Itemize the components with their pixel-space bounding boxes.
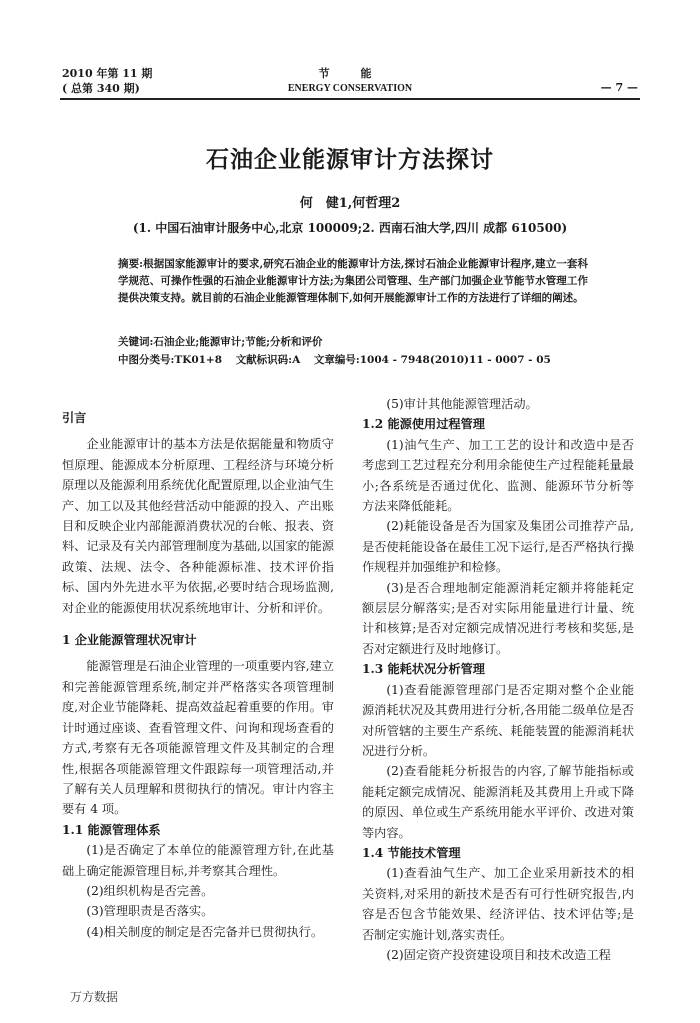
section-1-3-heading: 1.3 能耗状况分析管理 — [362, 662, 485, 677]
article-authors: 何 健1,何哲理2 — [299, 196, 401, 211]
page-number: — 7 — — [600, 81, 638, 94]
list-item: (1)是否确定了本单位的能源管理方针,在此基础上确定能源管理目标,并考察其合理性。 — [62, 843, 334, 878]
source-watermark: 万方数据 — [70, 990, 119, 1004]
header-divider — [60, 98, 640, 100]
issue-line-1: 2010 年第 11 期 — [62, 67, 153, 80]
list-item: (5)审计其他能源管理活动。 — [386, 397, 538, 411]
intro-paragraph: 企业能源审计的基本方法是依据能量和物质守恒原理、能源成本分析原理、工程经济与环境分析原理以及能源利用系统优化配置原理,以企业油气生产、加工以及其他经营活动中能源的投入、产出账目和反映企业内部能源消费状况的台帐、报表、资料、记录及有关内部管理制度为基础,以国家的能源政策、法规、法令、各种能源标准、技术评价指标、国内外先进水平为依据,必要时结合现场监测,对企业的能源使用状况系统地审计、分析和评价。 — [62, 437, 334, 615]
list-item: (2)查看能耗分析报告的内容,了解节能指标或能耗定额完成情况、能源消耗及其费用上升或下降的原因、单位或生产系统用能水平评价、改进对策等内容。 — [362, 764, 634, 840]
right-column — [362, 394, 634, 965]
abstract: 摘要:根据国家能源审计的要求,研究石油企业的能源审计方法,探讨石油企业能源审计程序,建立一套科学规范、可操作性强的石油企业能源审计方法;为集团公司管理、生产部门加强企业节能节水管理工作提供决策支持。就目前的石油企业能源管理体制下,如何开展能源审计工作的方法进行了详细的阐述。 — [118, 258, 588, 304]
list-item: (3)管理职责是否落实。 — [86, 904, 214, 919]
list-item: (1)油气生产、加工工艺的设计和改造中是否考虑到工艺过程充分利用余能使生产过程能耗量最小;各系统是否通过优化、监测、能源环节分析等方法来降低能耗。 — [362, 437, 634, 514]
left-column — [62, 394, 334, 942]
journal-name-cn: 节 能 — [318, 67, 382, 80]
keywords: 关键词:石油企业;能源审计;节能;分析和评价 — [118, 336, 323, 348]
list-item: (4)相关制度的制定是否完备并已贯彻执行。 — [86, 924, 324, 939]
journal-header — [0, 66, 700, 96]
article-title: 石油企业能源审计方法探讨 — [206, 146, 494, 173]
list-item: (2)固定资产投资建设项目和技术改造工程 — [386, 947, 611, 962]
section-1-paragraph: 能源管理是石油企业管理的一项重要内容,建立和完善能源管理系统,制定并严格落实各项管理制度,对企业节能降耗、提高效益起着重要的作用。审计时通过座谈、查看管理文件、问询和现场查看的方式,考察有无各项能源管理文件及其制定的合理性,根据各项能源管理文件跟踪每一项管理活动,并了解有关人员理解和贯彻执行的情况。审计内容主要有 4 项。 — [62, 659, 335, 817]
section-1-4-heading: 1.4 节能技术管理 — [362, 845, 461, 860]
list-item: (1)查看能源管理部门是否定期对整个企业能源消耗状况及其费用进行分析,各用能二级单位是否对所管辖的主要生产系统、耗能装置的能源消耗状况进行分析。 — [362, 682, 634, 758]
section-1-1-heading: 1.1 能源管理体系 — [62, 822, 161, 837]
classification-line — [118, 352, 598, 369]
list-item: (2)耗能设备是否为国家及集团公司推荐产品,是否使耗能设备在最佳工况下运行,是否严格执行操作规程并加强维护和检修。 — [362, 519, 634, 575]
section-1-2-heading: 1.2 能源使用过程管理 — [362, 417, 485, 432]
clc-number: 中图分类号:TK01+8 — [118, 354, 223, 366]
list-item: (3)是否合理地制定能源消耗定额并将能耗定额层层分解落实;是否对实际用能量进行计量、统计和核算;是否对定额完成情况进行考核和奖惩,是否对定额进行及时地修订。 — [362, 580, 634, 656]
list-item: (2)组织机构是否完善。 — [86, 883, 214, 898]
document-code: 文献标识码:A — [235, 354, 301, 366]
intro-heading: 引言 — [62, 411, 87, 425]
journal-name-en: ENERGY CONSERVATION — [287, 83, 413, 94]
section-1-heading: 1 企业能源管理状况审计 — [62, 633, 197, 648]
list-item: (1)查看油气生产、加工企业采用新技术的相关资料,对采用的新技术是否有可行性研究报告,内容是否包含节能效果、经济评估、技术评估等;是否制定实施计划,落实责任。 — [362, 866, 634, 942]
article-affiliation: (1. 中国石油审计服务中心,北京 100009;2. 西南石油大学,四川 成都 610500) — [132, 221, 568, 235]
article-number: 文章编号:1004 - 7948(2010)11 - 0007 - 05 — [313, 354, 551, 366]
issue-line-2: ( 总第 340 期) — [62, 82, 140, 95]
